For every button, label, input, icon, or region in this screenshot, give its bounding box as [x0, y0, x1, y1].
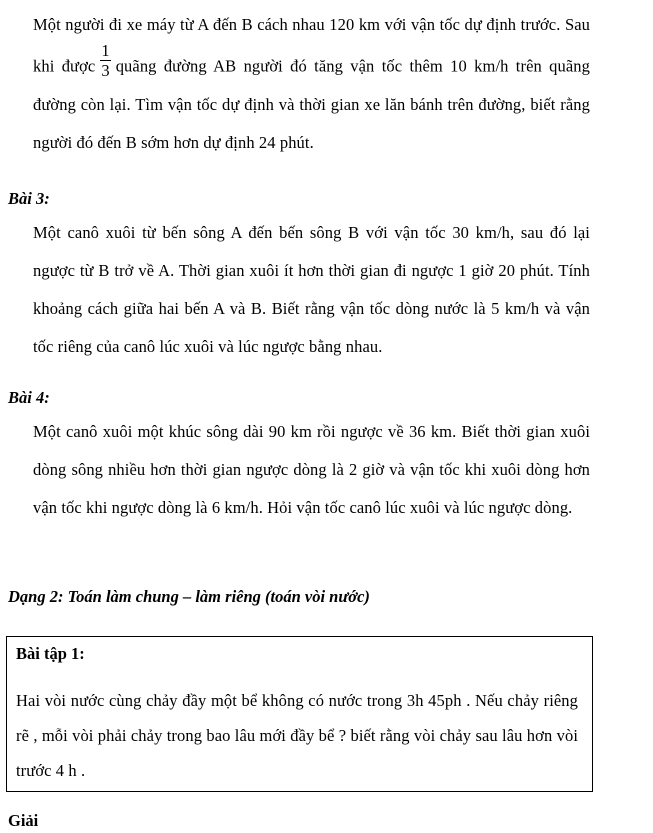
- heading-bai-4: Bài 4:: [8, 388, 50, 407]
- bai2-text-before-fraction: Một người đi xe máy từ A đến B cách nhau 120 km với vận tốc dự định trước. Sau khi được: [33, 15, 590, 76]
- problem-paragraph-bai2: [33, 6, 590, 162]
- exercise-box-bai-tap-1: [6, 636, 593, 792]
- heading-bai-3: Bài 3:: [8, 189, 50, 208]
- problem-paragraph-bai4: Một canô xuôi một khúc sông dài 90 km rồi ngược về 36 km. Biết thời gian xuôi dòng sông nhiều hơn thời gian ngược dòng là 2 giờ và vận tốc khi xuôi dòng hơn vận tốc khi ngược dòng là 6 km/h. Hỏi vận tốc canô lúc xuôi và lúc ngược dòng.: [33, 422, 590, 517]
- bai2-text-after-fraction: quãng đường AB người đó tăng vận tốc thêm 10 km/h trên quãng đường còn lại. Tìm vận tốc dự định và thời gian xe lăn bánh trên đường, biết rằng người đó đến B sớm hơn dự định 24 phút.: [33, 56, 590, 152]
- exercise-box-body: Hai vòi nước cùng chảy đầy một bể không có nước trong 3h 45ph . Nếu chảy riêng rẽ , mỗi vòi phải chảy trong bao lâu mới đầy bể ? biết rằng vòi chảy sau lâu hơn vòi trước 4 h .: [16, 691, 578, 780]
- fraction-one-third: [99, 42, 111, 79]
- problem-paragraph-bai3: Một canô xuôi từ bến sông A đến bến sông B với vận tốc 30 km/h, sau đó lại ngược từ B trở về A. Thời gian xuôi ít hơn thời gian đi ngược 1 giờ 20 phút. Tính khoảng cách giữa hai bến A và B. Biết rằng vận tốc dòng nước là 5 km/h và vận tốc riêng của canô lúc xuôi và lúc ngược bằng nhau.: [33, 223, 590, 356]
- heading-dang-2: Dạng 2: Toán làm chung – làm riêng (toán vòi nước): [8, 587, 370, 606]
- fraction-denominator: 3: [101, 61, 110, 80]
- fraction-numerator: 1: [101, 41, 110, 60]
- label-giai: Giải: [8, 811, 39, 830]
- exercise-box-title: Bài tập 1:: [16, 644, 85, 663]
